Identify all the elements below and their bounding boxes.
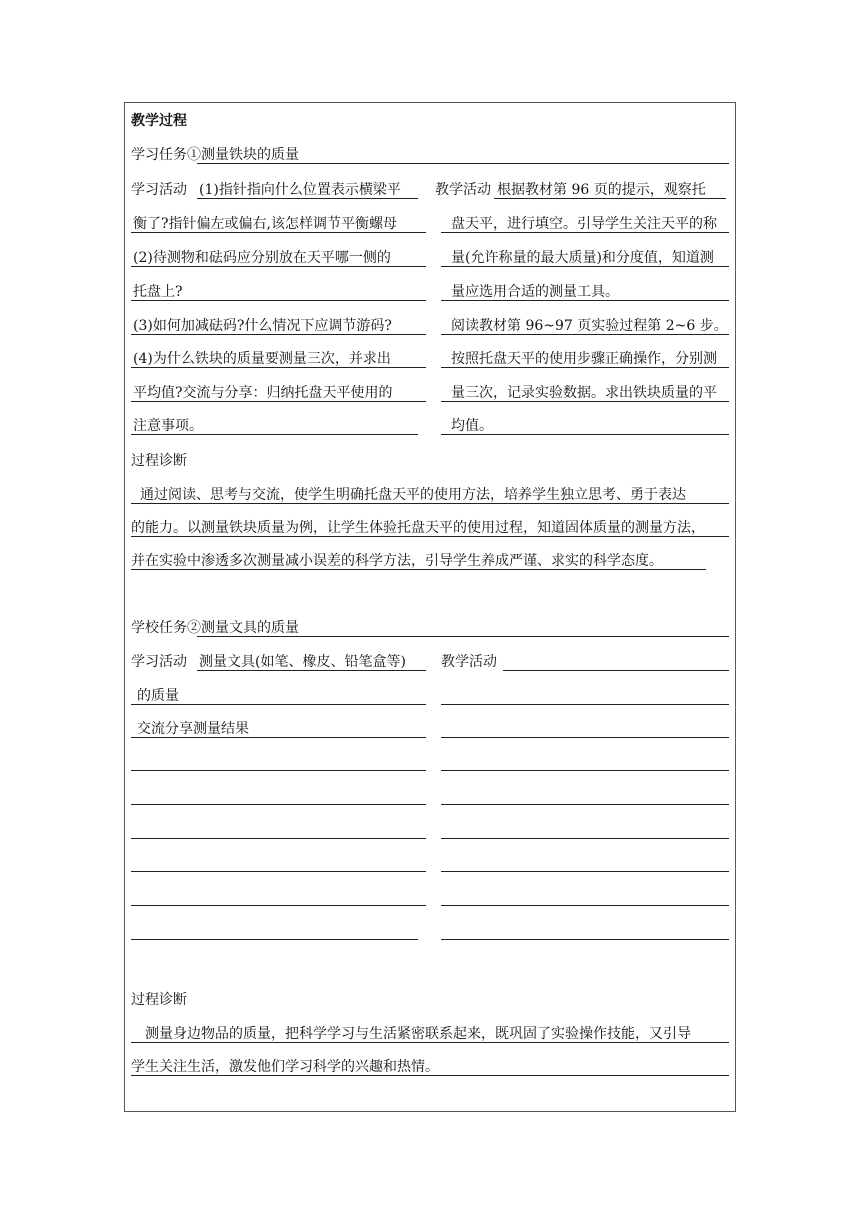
task1-learn-line-5: (3)如何加减砝码?什么情况下应调节游码? [133,318,392,334]
underline [131,737,426,738]
underline [131,300,426,301]
blank-line [131,838,426,839]
blank-line [441,737,729,738]
task1-learn-label: 学习活动 [131,182,187,198]
underline [131,704,426,705]
underline [131,1075,729,1076]
task1-learn-line-7: 平均值?交流与分享：归纳托盘天平使用的 [133,385,393,401]
task1-teach-label: 教学活动 [435,182,491,198]
task1-learn-line-3: (2)待测物和砝码应分别放在天平哪一侧的 [133,250,391,266]
task1-teach-line-2: 盘天平，进行填空。引导学生关注天平的称 [451,216,717,232]
blank-line [131,939,418,940]
underline [197,163,729,164]
task2-learn-line-1: 测量文具(如笔、橡皮、铅笔盒等) [199,654,406,670]
underline [131,367,426,368]
underline [131,569,706,570]
underline [441,334,729,335]
task1-learn-line-4: 托盘上? [133,284,183,300]
task1-teach-line-8: 均值。 [451,418,493,434]
diag1-line-1: 通过阅读、思考与交流，使学生明确托盘天平的使用方法，培养学生独立思考、勇于表达 [140,487,686,503]
blank-line [441,905,729,906]
underline [441,266,729,267]
blank-line [441,704,729,705]
task1-learn-line-2: 衡了?指针偏左或偏右,该怎样调节平衡螺母 [133,216,397,232]
underline [441,434,729,435]
underline [131,266,426,267]
underline [131,536,729,537]
blank-line [131,871,426,872]
task2-name: 测量文具的质量 [201,620,299,636]
diag1-line-3: 并在实验中渗透多次测量减小误差的科学方法，引导学生养成严谨、求实的科学态度。 [131,553,663,569]
underline [197,670,426,671]
underline [441,300,729,301]
underline [131,232,426,233]
blank-line [441,838,729,839]
blank-line [131,770,426,771]
blank-line [441,871,729,872]
underline [131,503,729,504]
task1-teach-line-3: 量(允许称量的最大质量)和分度值，知道测 [451,250,714,266]
diag1-label: 过程诊断 [131,453,187,469]
underline [441,367,729,368]
section-title: 教学过程 [131,113,187,129]
underline [441,232,729,233]
blank-line [441,770,729,771]
diag2-label: 过程诊断 [131,992,187,1008]
task1-teach-line-4: 量应选用合适的测量工具。 [451,284,619,300]
task1-teach-line-6: 按照托盘天平的使用步骤正确操作，分别测 [451,351,717,367]
task1-learn-line-1: (1)指针指向什么位置表示横梁平 [199,182,401,198]
task2-learn-line-3: 交流分享测量结果 [137,721,249,737]
task1-name: 测量铁块的质量 [201,147,299,163]
underline [131,334,426,335]
task2-learn-label: 学习活动 [131,654,187,670]
task2-label: 学校任务② [131,620,201,636]
diag2-line-1: 测量身边物品的质量，把科学学习与生活紧密联系起来，既巩固了实验操作技能，又引导 [145,1026,691,1042]
underline [131,401,426,402]
task1-teach-line-1: 根据教材第 96 页的提示，观察托 [497,182,706,198]
blank-line [441,939,729,940]
task2-teach-label: 教学活动 [441,654,497,670]
task1-learn-line-6: (4)为什么铁块的质量要测量三次，并求出 [133,351,391,367]
underline [131,434,418,435]
underline [441,401,729,402]
task2-learn-line-2: 的质量 [137,688,179,704]
underline [197,198,418,199]
underline [503,670,729,671]
blank-line [131,905,426,906]
blank-line [441,804,729,805]
diag1-line-2: 的能力。以测量铁块质量为例，让学生体验托盘天平的使用过程，知道固体质量的测量方法， [131,520,705,536]
task1-teach-line-5: 阅读教材第 96~97 页实验过程第 2~6 步。 [451,318,728,334]
task1-learn-line-8: 注意事项。 [133,418,203,434]
blank-line [131,804,426,805]
underline [494,198,726,199]
underline [131,1042,729,1043]
diag2-line-2: 学生关注生活，激发他们学习科学的兴趣和热情。 [131,1059,439,1075]
task1-teach-line-7: 量三次，记录实验数据。求出铁块质量的平 [451,385,717,401]
underline [197,636,729,637]
task1-label: 学习任务① [131,147,201,163]
